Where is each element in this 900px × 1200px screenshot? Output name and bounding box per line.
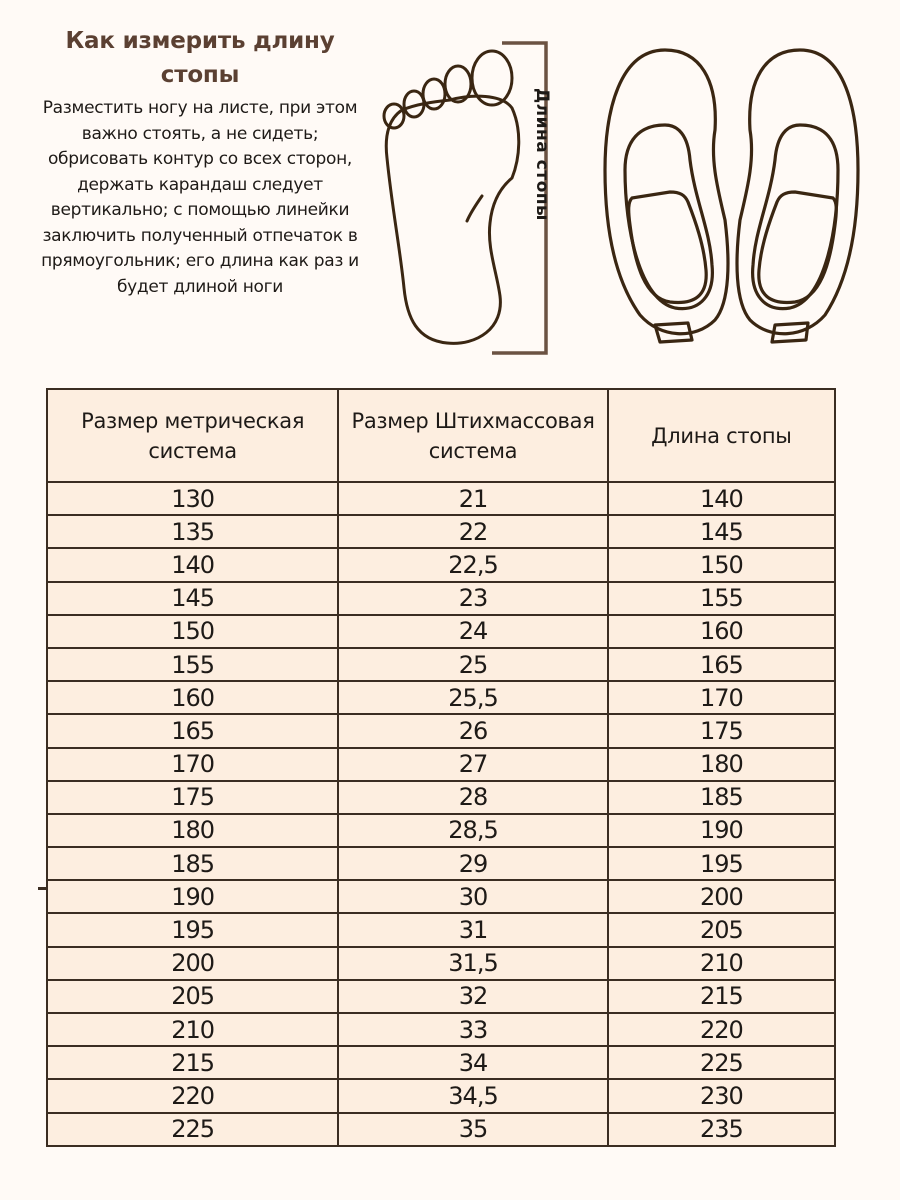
cell-metric-size: 155 (47, 648, 338, 681)
cell-metric-size: 215 (47, 1046, 338, 1079)
table-row (47, 814, 835, 847)
cell-metric-size: 195 (47, 913, 338, 946)
cell-foot-length: 185 (608, 781, 835, 814)
cell-stichmass-size: 26 (338, 714, 607, 747)
toe-3 (423, 79, 445, 109)
table-row (47, 1013, 835, 1046)
cell-metric-size: 145 (47, 582, 338, 615)
cell-foot-length: 180 (608, 748, 835, 781)
cell-stichmass-size: 30 (338, 880, 607, 913)
cell-stichmass-size: 31,5 (338, 947, 607, 980)
foot-length-label: Длина стопы (532, 88, 552, 221)
cell-stichmass-size: 22 (338, 515, 607, 548)
divider-mark (38, 887, 48, 890)
cell-stichmass-size: 28 (338, 781, 607, 814)
table-row (47, 781, 835, 814)
cell-foot-length: 160 (608, 615, 835, 648)
table-row (47, 681, 835, 714)
header-foot-length: Длина стопы (608, 389, 835, 482)
table-row (47, 748, 835, 781)
cell-foot-length: 165 (608, 648, 835, 681)
cell-metric-size: 180 (47, 814, 338, 847)
cell-stichmass-size: 25 (338, 648, 607, 681)
cell-foot-length: 175 (608, 714, 835, 747)
cell-metric-size: 160 (47, 681, 338, 714)
cell-metric-size: 150 (47, 615, 338, 648)
table-row (47, 515, 835, 548)
foot-sole (386, 96, 519, 343)
table-row (47, 947, 835, 980)
table-row (47, 548, 835, 581)
cell-foot-length: 140 (608, 482, 835, 515)
cell-stichmass-size: 21 (338, 482, 607, 515)
table-row (47, 1113, 835, 1146)
table-row (47, 880, 835, 913)
cell-stichmass-size: 27 (338, 748, 607, 781)
cell-metric-size: 225 (47, 1113, 338, 1146)
table-row (47, 1046, 835, 1079)
table-row (47, 648, 835, 681)
cell-stichmass-size: 22,5 (338, 548, 607, 581)
cell-foot-length: 225 (608, 1046, 835, 1079)
cell-metric-size: 135 (47, 515, 338, 548)
cell-metric-size: 210 (47, 1013, 338, 1046)
cell-metric-size: 165 (47, 714, 338, 747)
table-row (47, 615, 835, 648)
header-metric-size: Размер метрическая система (47, 389, 338, 482)
cell-stichmass-size: 32 (338, 980, 607, 1013)
cell-foot-length: 155 (608, 582, 835, 615)
cell-foot-length: 215 (608, 980, 835, 1013)
cell-stichmass-size: 35 (338, 1113, 607, 1146)
cell-foot-length: 205 (608, 913, 835, 946)
cell-stichmass-size: 34,5 (338, 1079, 607, 1112)
cell-foot-length: 210 (608, 947, 835, 980)
table-row (47, 980, 835, 1013)
cell-foot-length: 230 (608, 1079, 835, 1112)
cell-foot-length: 190 (608, 814, 835, 847)
table-header-row (47, 389, 835, 482)
cell-foot-length: 200 (608, 880, 835, 913)
cell-metric-size: 175 (47, 781, 338, 814)
cell-foot-length: 220 (608, 1013, 835, 1046)
right-shoe (737, 50, 858, 342)
table-row (47, 847, 835, 880)
cell-metric-size: 170 (47, 748, 338, 781)
cell-stichmass-size: 33 (338, 1013, 607, 1046)
cell-foot-length: 195 (608, 847, 835, 880)
instructions-text: Разместить ногу на листе, при этом важно стоять, а не сидеть; обрисовать контур со всех сторон, держать карандаш следует вертикально; с помощью линейки заключить полученный отпечаток в прямоугольник; его длина как раз и будет длиной ноги (41, 98, 359, 297)
cell-metric-size: 140 (47, 548, 338, 581)
cell-foot-length: 150 (608, 548, 835, 581)
page-title: Как измерить длину стопы (65, 28, 335, 88)
table-row (47, 482, 835, 515)
table-row (47, 714, 835, 747)
cell-metric-size: 220 (47, 1079, 338, 1112)
cell-foot-length: 170 (608, 681, 835, 714)
cell-metric-size: 190 (47, 880, 338, 913)
header-stichmass-size: Размер Штихмассовая система (338, 389, 607, 482)
cell-foot-length: 235 (608, 1113, 835, 1146)
table-row (47, 913, 835, 946)
cell-metric-size: 185 (47, 847, 338, 880)
table-row (47, 582, 835, 615)
cell-stichmass-size: 24 (338, 615, 607, 648)
left-shoe (605, 50, 728, 342)
cell-stichmass-size: 23 (338, 582, 607, 615)
size-chart-table (46, 388, 836, 1147)
cell-metric-size: 200 (47, 947, 338, 980)
intro-block (30, 24, 370, 300)
table-row (47, 1079, 835, 1112)
cell-foot-length: 145 (608, 515, 835, 548)
cell-stichmass-size: 28,5 (338, 814, 607, 847)
shoes-outline-icon (600, 40, 865, 345)
cell-metric-size: 205 (47, 980, 338, 1013)
cell-stichmass-size: 34 (338, 1046, 607, 1079)
cell-metric-size: 130 (47, 482, 338, 515)
cell-stichmass-size: 25,5 (338, 681, 607, 714)
cell-stichmass-size: 29 (338, 847, 607, 880)
cell-stichmass-size: 31 (338, 913, 607, 946)
